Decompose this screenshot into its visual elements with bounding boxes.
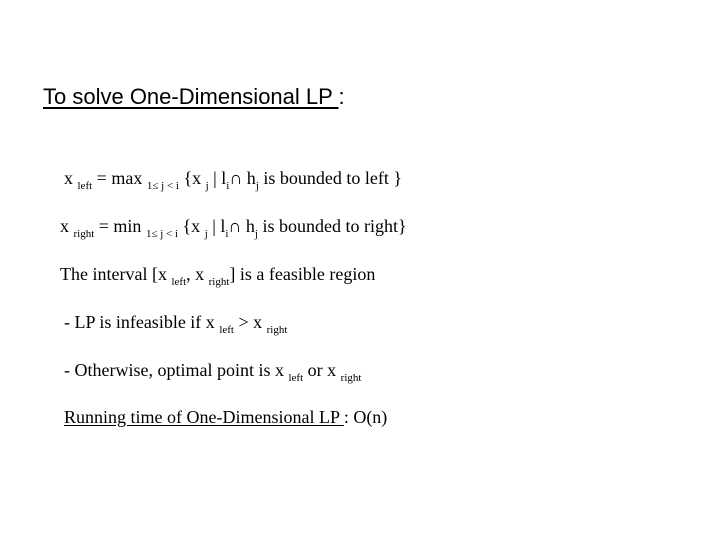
formula-text: ∩ h: [229, 168, 256, 188]
text: or x: [303, 360, 341, 380]
formula-x-right: [60, 216, 407, 240]
text: - Otherwise, optimal point is x: [64, 360, 289, 380]
running-time-line: [64, 407, 387, 428]
formula-text: | l: [208, 168, 227, 188]
subscript: right: [73, 228, 95, 240]
formula-text: = min: [94, 216, 146, 236]
text: ] is a feasible region: [229, 264, 376, 284]
slide-title: [43, 84, 345, 110]
title-text: To solve One-Dimensional LP: [43, 84, 339, 109]
running-time-value: : O(n): [343, 407, 388, 427]
formula-text: = max: [92, 168, 147, 188]
subscript: right: [266, 324, 288, 336]
title-colon: :: [338, 84, 345, 109]
subscript: right: [208, 276, 230, 288]
subscript: left: [77, 180, 93, 192]
formula-text: is bounded to left }: [258, 168, 402, 188]
formula-text: is bounded to right}: [257, 216, 407, 236]
subscript: 1≤ j < i: [146, 180, 179, 192]
text: - LP is infeasible if x: [64, 312, 220, 332]
optimal-point-line: [64, 360, 361, 384]
text: > x: [233, 312, 267, 332]
feasible-region-line: [60, 264, 375, 288]
infeasible-line: [64, 312, 287, 336]
subscript: right: [340, 372, 362, 384]
subscript: i: [226, 180, 230, 192]
formula-x-left: [64, 168, 402, 192]
subscript: i: [225, 228, 229, 240]
subscript: j: [204, 228, 208, 240]
subscript: j: [255, 180, 259, 192]
formula-text: | l: [207, 216, 226, 236]
text: , x: [186, 264, 209, 284]
formula-text: ∩ h: [228, 216, 255, 236]
subscript: left: [219, 324, 234, 336]
subscript: 1≤ j < i: [145, 228, 179, 240]
text: The interval [x: [60, 264, 172, 284]
formula-text: {x: [178, 168, 206, 188]
formula-text: x: [60, 216, 74, 236]
subscript: j: [205, 180, 209, 192]
subscript: j: [254, 228, 258, 240]
running-time-label: Running time of One-Dimensional LP: [64, 407, 344, 427]
formula-text: x: [64, 168, 78, 188]
formula-text: {x: [178, 216, 205, 236]
subscript: left: [171, 276, 187, 288]
subscript: left: [288, 372, 304, 384]
